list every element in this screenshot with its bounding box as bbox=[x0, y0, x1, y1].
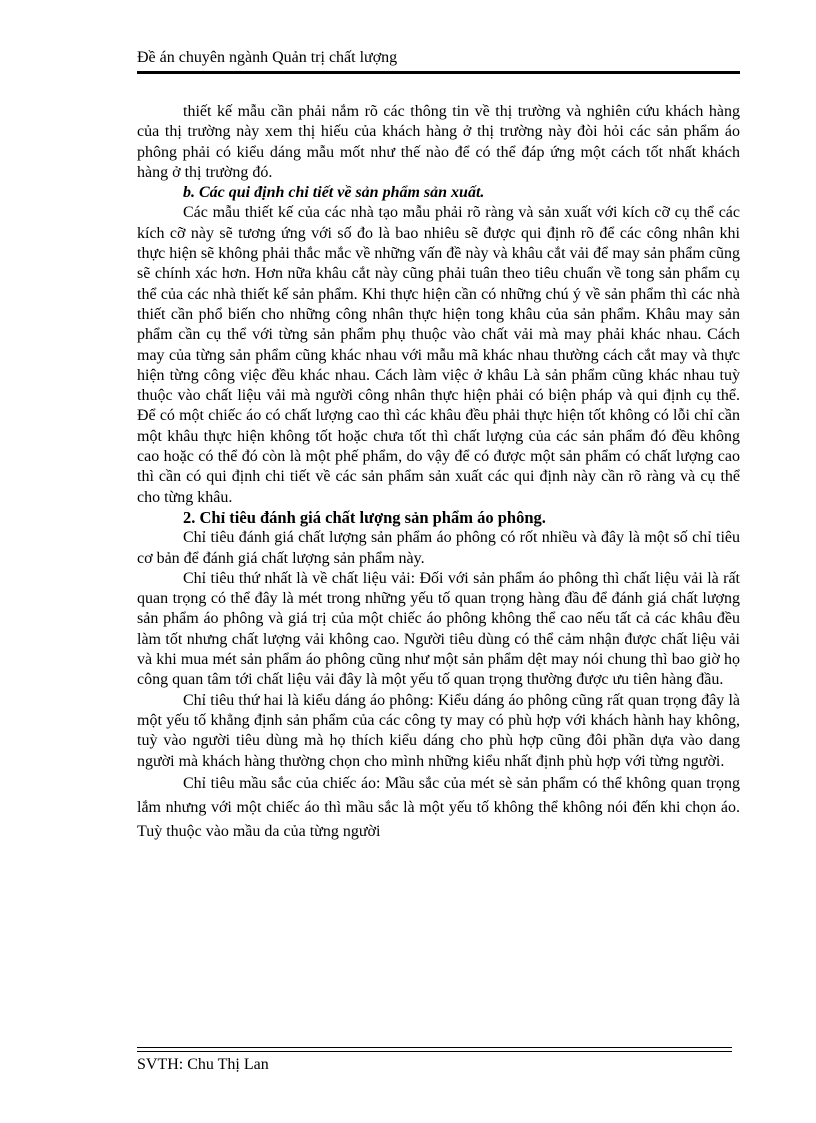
section-heading-b: b. Các qui định chi tiết về sản phẩm sản xuất. bbox=[183, 184, 485, 202]
paragraph-fabric-criterion: Chỉ tiêu thứ nhất là về chất liệu vải: Đối với sản phẩm áo phông thì chất liệu vải là rất quan trọng có thể đây là mét trong những yếu tố quan trọng hàng đầu để đánh giá chất lượng sản phẩm áo phông và giá trị của một chiếc áo phông không thể cao nếu tất cả các khâu đều làm tốt nhưng chất lượng vải không cao. Người tiêu dùng có thể cảm nhận được chất liệu vải và khi mua mét sản phẩm áo phông cũng như một sản phẩm dệt may nói chung thì bao giờ họ công quan tâm tới chất liệu vải đây là một yếu tố quan trọng thường được ưu tiên hàng đầu. bbox=[137, 569, 740, 689]
document-body bbox=[137, 102, 740, 844]
page-footer: SVTH: Chu Thị Lan bbox=[137, 1056, 269, 1073]
section-heading-2: 2. Chỉ tiêu đánh giá chất lượng sản phẩm áo phông. bbox=[183, 507, 546, 527]
paragraph-color-criterion: Chỉ tiêu mầu sắc của chiếc áo: Mầu sắc của mét sè sản phẩm có thể không quan trọng lắm nhưng với một chiếc áo thì mầu sắc là một yếu tố không thể không nói đến khi chọn áo. Tuỳ thuộc vào mầu da của từng người bbox=[137, 774, 740, 840]
paragraph-continuation: thiết kế mẫu cần phải nắm rõ các thông tin về thị trường và nghiên cứu khách hàng của thị trường này xem thị hiếu của khách hàng ở thị trường này đòi hỏi các sản phẩm áo phông phải có kiểu dáng mẫu mốt như thế nào để có thể đáp ứng một cách tốt nhất khách hàng ở thị trường đó. bbox=[137, 103, 740, 181]
paragraph-criteria-intro: Chỉ tiêu đánh giá chất lượng sản phẩm áo phông có rốt nhiều và đây là một số chỉ tiêu cơ bản để đánh giá chất lượng sản phẩm này. bbox=[137, 529, 740, 567]
footer-rule bbox=[137, 1047, 732, 1052]
paragraph-style-criterion: Chỉ tiêu thứ hai là kiểu dáng áo phông: Kiểu dáng áo phông cũng rất quan trọng đây là một yếu tố khẳng định sản phẩm của các công ty may có phù hợp với khách hành hay không, tuỳ vào người tiêu dùng mà họ thích kiểu dáng cho phù hợp cũng đôi phần dựa vào dang người mà khách hàng thường chọn cho mình những kiểu nhất định phù hợp với từng người. bbox=[137, 691, 740, 770]
page-header: Đề án chuyên ngành Quản trị chất lượng bbox=[137, 49, 398, 66]
header-rule bbox=[137, 71, 740, 74]
paragraph-product-regulations: Các mẫu thiết kế của các nhà tạo mẫu phải rõ ràng và sản xuất với kích cỡ cụ thể các kích cỡ này sẽ tương ứng với số đo là bao nhiêu sẽ được qui định rõ để các công nhân khi thực hiện sẽ không phải thắc mắc về những vấn đề này và khâu cắt vải để may sản phẩm cũng sẽ chính xác hơn. Hơn nữa khâu cắt này cũng phải tuân theo tiêu chuẩn về tong sản phẩm cụ thể của các nhà thiết kế sản phẩm. Khi thực hiện cần có những chú ý về sản phẩm thì các nhà thiết cần phổ biến cho những công nhân thực hiện tong khâu của sản phẩm. Khâu may sản phẩm cần cụ thể với từng sản phẩm phụ thuộc vào chất vải mà may phải khác nhau. Cách may của từng sản phẩm cũng khác nhau với mẫu mã khác nhau thường cách cắt may và thực hiện từng công việc đều khác nhau. Cách làm việc ở khâu Là sản phẩm cũng khác nhau tuỳ thuộc vào chất liệu vải mà người công nhân thực hiện phải có biện pháp và qui định cụ thể. Để có một chiếc áo có chất lượng cao thì các khâu đều phải thực hiện tốt không có lỗi chỉ cần một khâu thực hiện không tốt hoặc chưa tốt thì chất lượng của các sản phẩm đó đều không cao hoặc có thể đó còn là một phế phẩm, do vậy để có được một sản phẩm có chất lượng cao thì cần có qui định chi tiết về các sản phẩm sản xuất các qui định này cần rõ ràng và cụ thể cho từng khâu. bbox=[137, 204, 740, 506]
